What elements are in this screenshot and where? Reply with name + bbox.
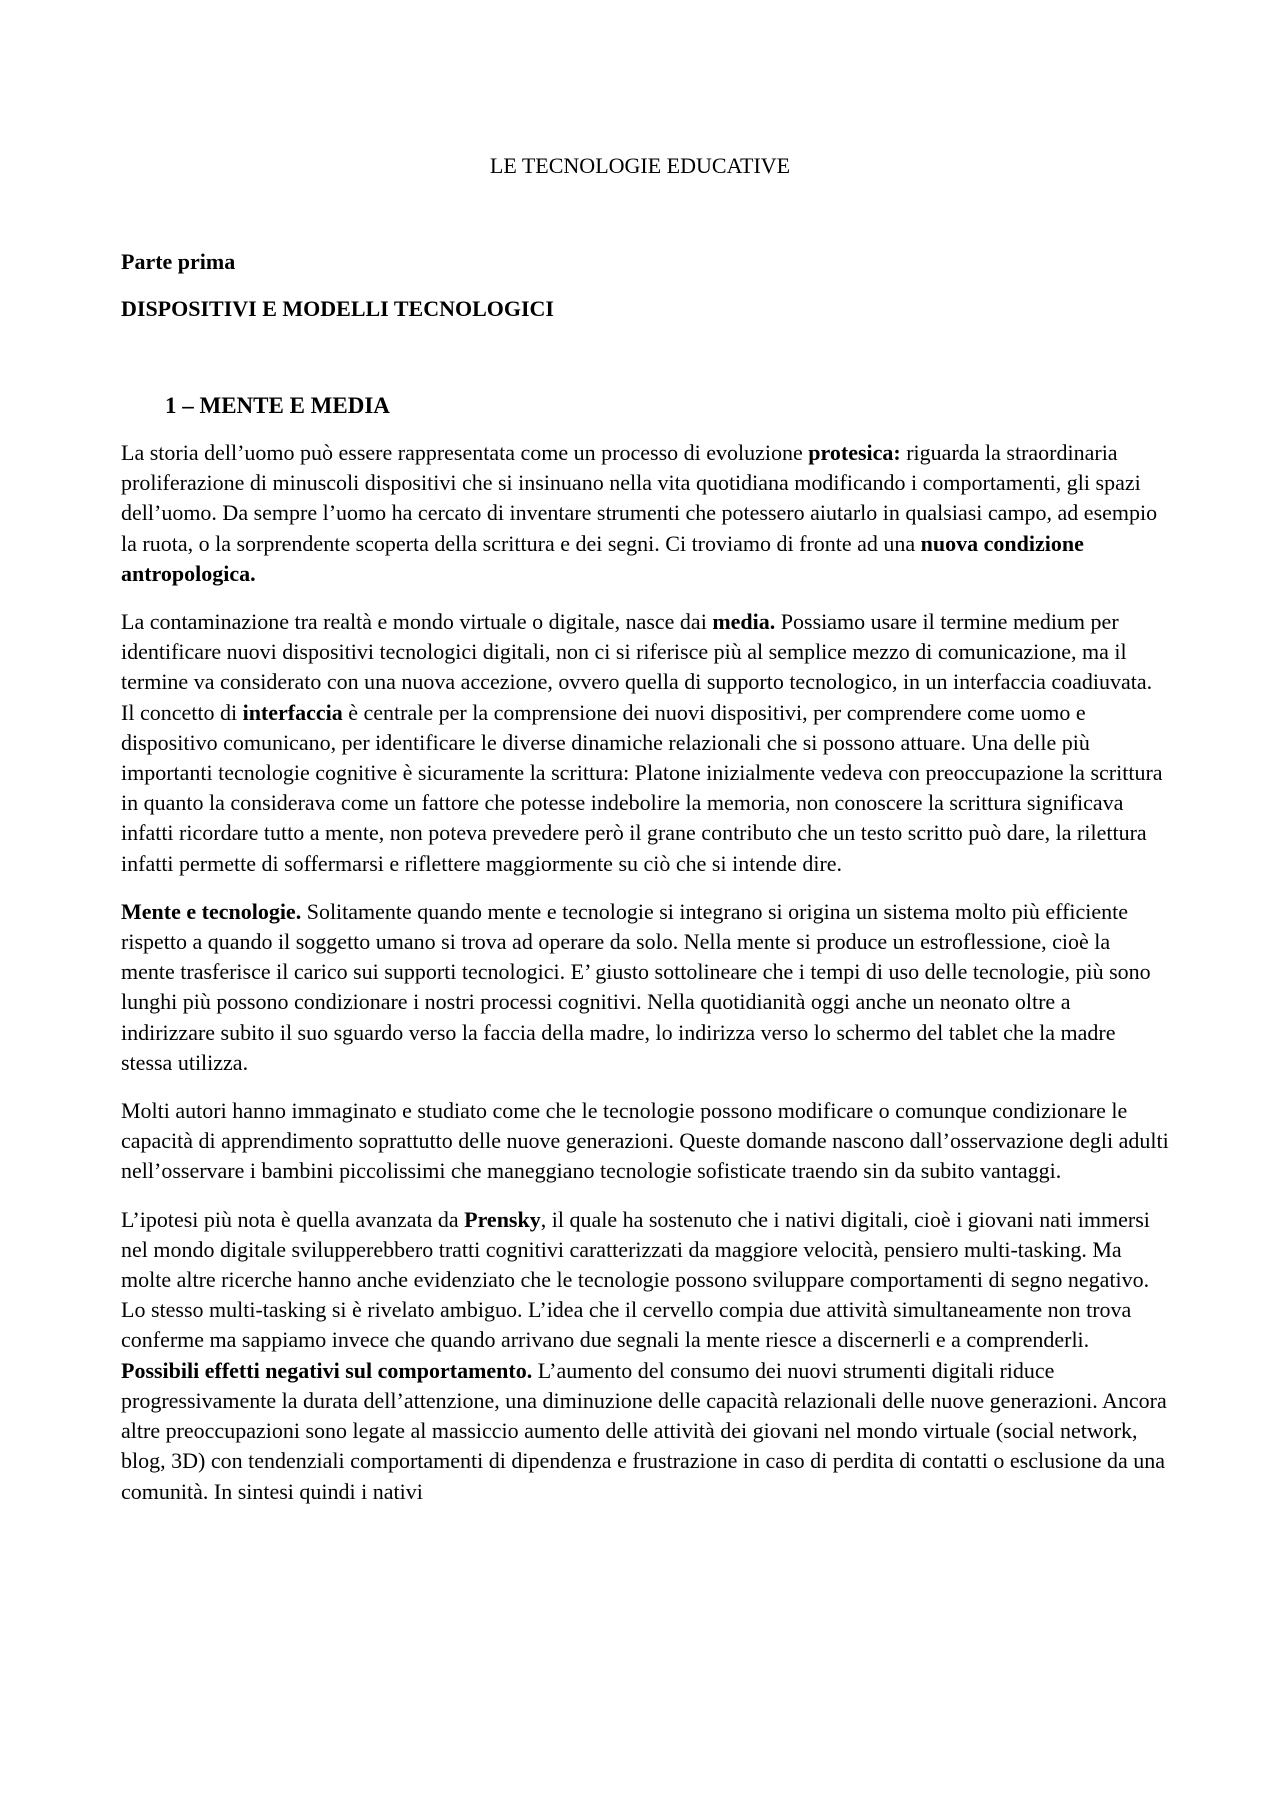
paragraph-text: , il quale ha sostenuto che i nativi digitali, cioè i giovani nati immersi nel mondo digitale svilupperebbero tratti cognitivi caratterizzati da maggiore velocità, pensiero multi-tasking. Ma molte altre ricerche hanno anche evidenziato che le tecnologie possono sviluppare comportamenti di segno negativo. Lo stesso multi-tasking si è rivelato ambiguo. L’idea che il cervello compia due attività simultaneamente non trova conferme ma sappiamo invece che quando arrivano due segnali la mente riesce a discernerli e a comprenderli. [121, 1206, 1150, 1353]
paragraph-autori [121, 1096, 1169, 1187]
bold-term: protesica: [808, 440, 901, 465]
paragraph-text: Molti autori hanno immaginato e studiato come che le tecnologie possono modificare o comunque condizionare le capacità di apprendimento soprattutto delle nuove generazioni. Queste domande nascono dall’osservazione degli adulti nell’osservare i bambini piccolissimi che maneggiano tecnologie sofisticate traendo sin da subito vantaggi. [121, 1098, 1169, 1184]
bold-term: media. [712, 609, 776, 635]
bold-term: nuova condizione antropologica. [121, 530, 1084, 586]
paragraph-text: La contaminazione tra realtà e mondo virtuale o digitale, nasce dai [121, 609, 713, 635]
paragraph-text: riguarda la straordinaria proliferazione di minuscoli dispositivi che si insinuano nella vita quotidiana modificando i comportamenti, gli spazi dell’uomo. Da sempre l’uomo ha cercato di inventare strumenti che potessero aiutarlo in qualsiasi campo, ad esempio la ruota, o la sorprendente scoperta della scrittura e dei segni. Ci troviamo di fronte ad una [121, 440, 1158, 556]
paragraph-media [121, 607, 1169, 879]
paragraph-effetti-negativi [121, 1356, 1169, 1507]
part-title: DISPOSITIVI E MODELLI TECNOLOGICI [121, 296, 554, 321]
document-body [121, 438, 1169, 1507]
paragraph-text: La storia dell’uomo può essere rappresentata come un processo di evoluzione [121, 440, 809, 465]
section-heading: 1 – MENTE E MEDIA [165, 393, 390, 418]
paragraph-text: è centrale per la comprensione dei nuovi dispositivi, per comprendere come uomo e dispositivo comunicano, per identificare le diverse dinamiche relazionali che si possono attuare. Una delle più importanti tecnologie cognitive è sicuramente la scrittura: Platone inizialmente vedeva con preoccupazione la scrittura in quanto la considerava come un fattore che potesse indebolire la memoria, non conoscere la scrittura significava infatti ricordare tutto a mente, non poteva prevedere però il grane contributo che un testo scritto può dare, la rilettura infatti permette di soffermarsi e riflettere maggiormente su ciò che si intende dire. [121, 699, 1163, 876]
paragraph-text: L’aumento del consumo dei nuovi strumenti digitali riduce progressivamente la durata dell’attenzione, una diminuzione delle capacità relazionali delle nuove generazioni. Ancora altre preoccupazioni sono legate al massiccio aumento delle attività dei giovani nel mondo virtuale (social network, blog, 3D) con tendenziali comportamenti di dipendenza e frustrazione in caso di perdita di contatti o esclusione da una comunità. In sintesi quindi i nativi [121, 1357, 1167, 1504]
paragraph-text: Solitamente quando mente e tecnologie si integrano si origina un sistema molto più efficiente rispetto a quando il soggetto umano si trova ad operare da solo. Nella mente si produce un estroflessione, cioè la mente trasferisce il carico sui supporti tecnologici. E’ giusto sottolineare che i tempi di uso delle tecnologie, più sono lunghi più possono condizionare i nostri processi cognitivi. Nella quotidianità oggi anche un neonato oltre a indirizzare subito il suo sguardo verso la faccia della madre, lo indirizza verso lo schermo del tablet che la madre stessa utilizza. [121, 898, 1151, 1075]
bold-term: interfaccia [242, 699, 343, 725]
paragraph-lead-heading: Mente e tecnologie. [121, 898, 302, 924]
paragraph-prensky [121, 1205, 1169, 1356]
paragraph-lead-heading: Possibili effetti negativi sul comportamento. [121, 1357, 533, 1383]
document-title: LE TECNOLOGIE EDUCATIVE [489, 153, 791, 178]
paragraph-mente-tecnologie [121, 897, 1169, 1078]
bold-term: Prensky [464, 1206, 541, 1232]
paragraph-text: Possiamo usare il termine medium per identificare nuovi dispositivi tecnologici digitali, non ci si riferisce più al semplice mezzo di comunicazione, ma il termine va considerato con una nuova accezione, ovvero quella di supporto tecnologico, in un interfaccia coadiuvata. Il concetto di [121, 609, 1153, 725]
paragraph-text: L’ipotesi più nota è quella avanzata da [121, 1206, 465, 1232]
paragraph-protesica [121, 438, 1169, 589]
part-label: Parte prima [121, 249, 236, 274]
